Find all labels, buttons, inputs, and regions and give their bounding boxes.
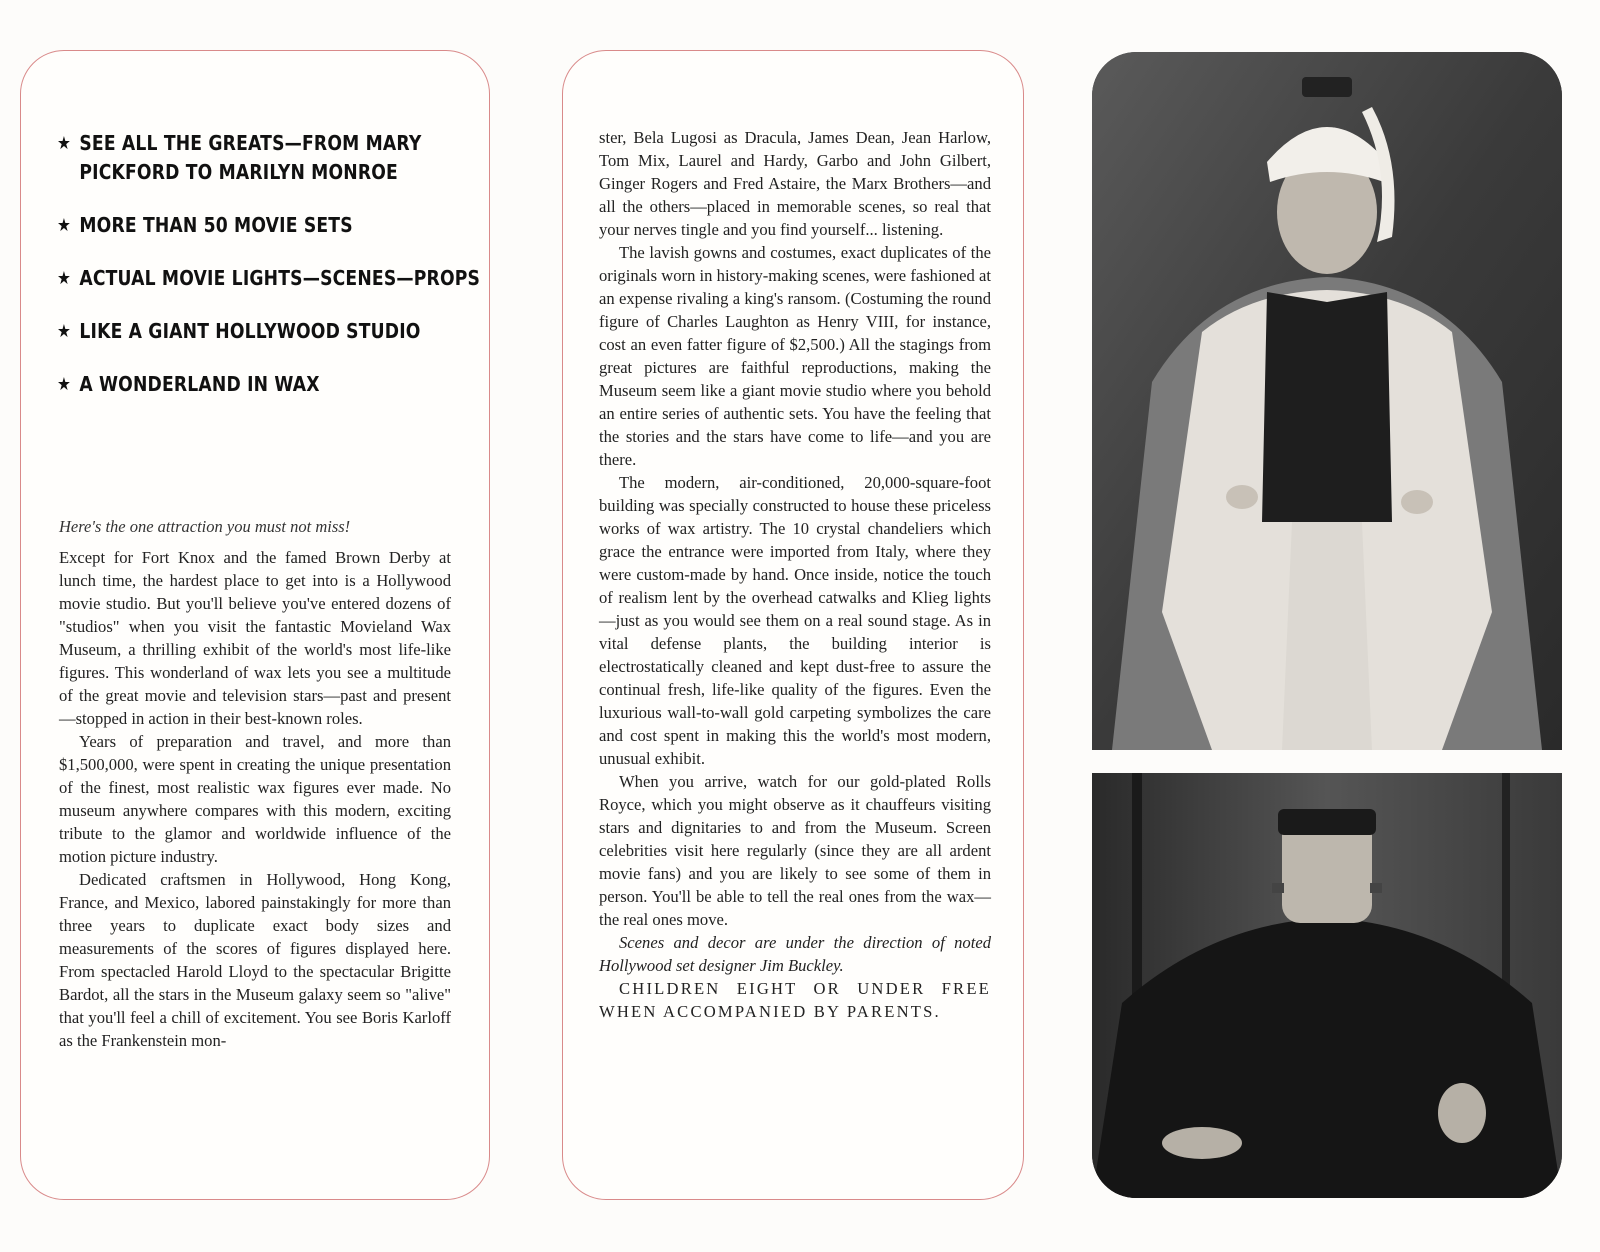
costumed-figure-image bbox=[1092, 52, 1562, 750]
set-designer-credit: Scenes and decor are under the direction of noted Hollywood set designer Jim Buckley. bbox=[599, 933, 991, 975]
star-icon: ★ bbox=[57, 374, 72, 395]
left-body-text bbox=[59, 546, 451, 1052]
photo-costumed-figure bbox=[1092, 52, 1562, 750]
feature-item: ★ LIKE A GIANT HOLLYWOOD STUDIO bbox=[57, 317, 484, 346]
middle-panel bbox=[562, 50, 1024, 1200]
tagline: Here's the one attraction you must not miss! bbox=[59, 517, 351, 536]
middle-body-text bbox=[599, 126, 991, 1023]
paragraph: Years of preparation and travel, and more than $1,500,000, were spent in creating the unique presentation of the finest, most realistic wax figures ever made. No museum anywhere compares with this modern, exciting tribute to the glamor and worldwide influence of the motion picture industry. bbox=[59, 732, 451, 866]
paragraph: The modern, air-conditioned, 20,000-square-foot building was specially constructed to house these priceless works of wax artistry. The 10 crystal chandeliers which grace the entrance were imported from Italy, where they were custom-made by hand. Once inside, notice the touch of realism lent by the overhead catwalks and Klieg lights—just as you would see them on a real sound stage. As in vital defense plants, the building interior is electrostatically cleaned and kept dust-free to assure the continual fresh, life-like quality of the figures. Even the luxurious wall-to-wall gold carpeting symbolizes the care and cost spent in making this the world's most modern, unusual exhibit. bbox=[599, 473, 991, 768]
paragraph: Except for Fort Knox and the famed Brown Derby at lunch time, the hardest place to get into is a Hollywood movie studio. But you'll believe you've entered dozens of "studios" when you visit the fantastic Movieland Wax Museum, a thrilling exhibit of the world's most life-like figures. This wonderland of wax lets you see a multitude of the great movie and television stars—past and present—stopped in action in their best-known roles. bbox=[59, 548, 451, 728]
feature-item: ★ ACTUAL MOVIE LIGHTS—SCENES—PROPS bbox=[57, 264, 484, 293]
left-panel bbox=[20, 50, 490, 1200]
paragraph: The lavish gowns and costumes, exact duplicates of the originals worn in history-making scenes, were fashioned at an expense rivaling a king's ransom. (Costuming the round figure of Charles Laughton as Henry VIII, for instance, cost an even fatter figure of $2,500.) All the stagings from great pictures are faithful reproductions, making the Museum seem like a giant movie studio where you behold an entire series of authentic sets. You have the feeling that the stories and the stars have come to life—and you are there. bbox=[599, 243, 991, 469]
feature-item: ★ SEE ALL THE GREATS—FROM MARY PICKFORD TO MARILYN MONROE bbox=[57, 131, 422, 184]
star-icon: ★ bbox=[57, 268, 72, 289]
feature-list bbox=[57, 129, 481, 423]
paragraph: When you arrive, watch for our gold-plated Rolls Royce, which you might observe as it chauffeurs visiting stars and dignitaries to and from the Museum. Screen celebrities visit here regularly (since they are all ardent movie fans) and you are likely to see some of them in person. You'll be able to tell the real ones from the wax—the real ones move. bbox=[599, 772, 991, 929]
paragraph: Dedicated craftsmen in Hollywood, Hong Kong, France, and Mexico, labored painstakingly for more than three years to duplicate exact body sizes and measurements of the scores of figures displayed here. From spectacled Harold Lloyd to the spectacular Brigitte Bardot, all the stars in the Museum galaxy seem so "alive" that you'll feel a chill of excitement. You see Boris Karloff as the Frankenstein mon- bbox=[59, 870, 451, 1050]
children-free-note: CHILDREN EIGHT OR UNDER FREE WHEN ACCOMPANIED BY PARENTS. bbox=[599, 979, 991, 1021]
feature-item: ★ A WONDERLAND IN WAX bbox=[57, 370, 484, 399]
star-icon: ★ bbox=[57, 215, 72, 236]
frankenstein-figure-image bbox=[1092, 773, 1562, 1198]
paragraph: ster, Bela Lugosi as Dracula, James Dean, Jean Harlow, Tom Mix, Laurel and Hardy, Garbo and John Gilbert, Ginger Rogers and Fred Astaire, the Marx Brothers—and all the others—placed in memorable scenes, so real that your nerves tingle and you find yourself... listening. bbox=[599, 128, 991, 239]
star-icon: ★ bbox=[57, 321, 72, 342]
photo-frankenstein-figure bbox=[1092, 773, 1562, 1198]
star-icon: ★ bbox=[57, 133, 72, 154]
feature-item: ★ MORE THAN 50 MOVIE SETS bbox=[57, 211, 484, 240]
